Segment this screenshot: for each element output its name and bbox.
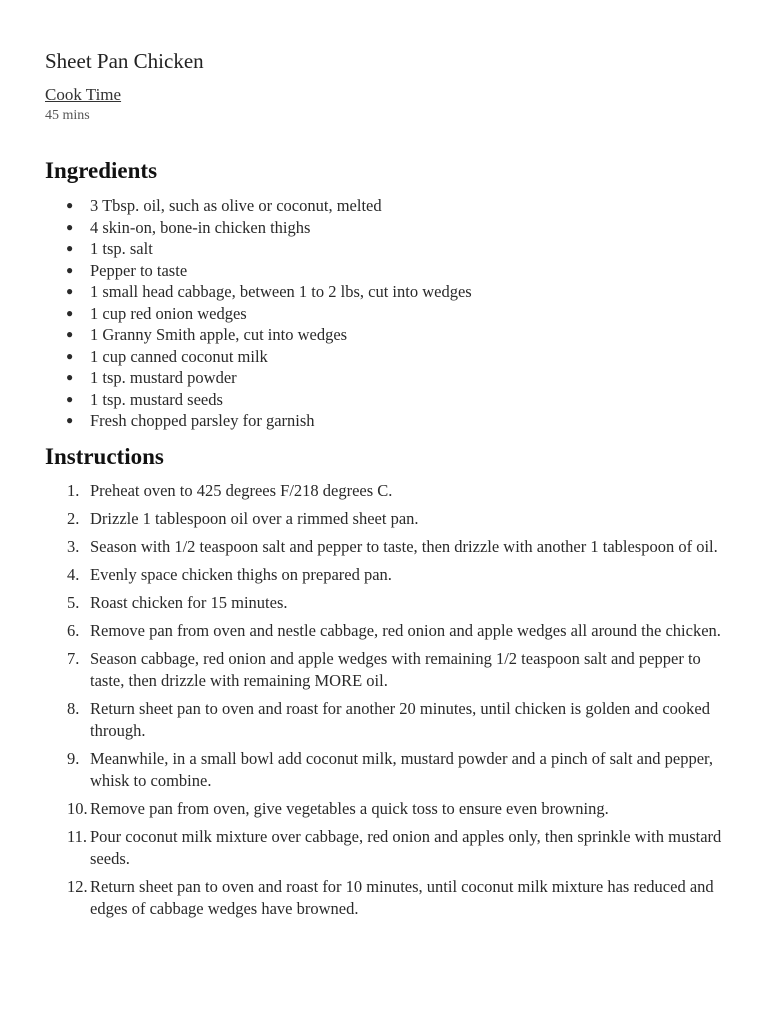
cook-time-link[interactable]: Cook Time [45, 85, 122, 104]
step-text: Evenly space chicken thighs on prepared pan. [90, 564, 392, 584]
ingredient-text: 4 skin-on, bone-in chicken thighs [90, 217, 311, 237]
ingredient-text: 1 tsp. mustard powder [90, 368, 237, 387]
bullet-icon: ● [66, 284, 74, 298]
step-text: Roast chicken for 15 minutes. [90, 592, 288, 612]
instructions-heading: Instructions [45, 443, 164, 469]
bullet-icon: ● [66, 370, 74, 384]
step-text: Meanwhile, in a small bowl add coconut milk, mustard powder and a pinch of salt and pepper, whisk to combine. [90, 748, 713, 790]
step-text: Drizzle 1 tablespoon oil over a rimmed sheet pan. [90, 508, 419, 528]
bullet-icon: ● [66, 198, 74, 212]
step-number: 10. [67, 798, 88, 818]
ingredient-item [45, 389, 728, 411]
ingredient-text: 1 tsp. salt [90, 239, 153, 258]
step-number: 7. [67, 648, 80, 668]
bullet-icon: ● [66, 241, 74, 255]
step-text: Pour coconut milk mixture over cabbage, red onion and apples only, then sprinkle with mustard seeds. [90, 826, 722, 868]
instruction-step [45, 592, 728, 614]
instruction-step [45, 698, 728, 742]
instruction-step [45, 876, 728, 920]
instruction-step [45, 564, 728, 586]
ingredient-text: 1 Granny Smith apple, cut into wedges [90, 325, 348, 344]
bullet-icon: ● [66, 413, 74, 427]
step-text: Preheat oven to 425 degrees F/218 degrees C. [90, 480, 393, 500]
step-text: Remove pan from oven, give vegetables a quick toss to ensure even browning. [90, 798, 609, 818]
ingredient-item [45, 195, 728, 217]
step-number: 2. [67, 508, 80, 528]
step-number: 12. [67, 876, 88, 896]
step-text: Season cabbage, red onion and apple wedges with remaining 1/2 teaspoon salt and pepper to taste, then drizzle with remaining MORE oil. [90, 648, 701, 690]
ingredient-text: 1 tsp. mustard seeds [90, 389, 223, 409]
ingredient-item [45, 410, 728, 432]
bullet-icon: ● [66, 348, 74, 363]
ingredients-heading: Ingredients [45, 158, 158, 183]
ingredient-text: Pepper to taste [90, 260, 188, 280]
instruction-step [45, 536, 728, 558]
ingredient-text: 1 cup red onion wedges [90, 303, 247, 323]
bullet-icon: ● [66, 391, 74, 406]
step-number: 1. [67, 480, 80, 500]
ingredient-item [45, 260, 728, 282]
instruction-step [45, 508, 728, 530]
ingredient-item [45, 367, 728, 389]
instruction-step [45, 748, 728, 792]
ingredient-text: Fresh chopped parsley for garnish [90, 411, 315, 430]
ingredient-item [45, 324, 728, 346]
step-text: Return sheet pan to oven and roast for another 20 minutes, until chicken is golden and cooked through. [90, 698, 710, 740]
ingredient-item [45, 281, 728, 303]
step-text: Return sheet pan to oven and roast for 10 minutes, until coconut milk mixture has reduced and edges of cabbage wedges have browned. [90, 876, 714, 918]
bullet-icon: ● [66, 262, 74, 277]
step-number: 11. [67, 826, 88, 846]
step-text: Remove pan from oven and nestle cabbage, red onion and apple wedges all around the chicken. [90, 620, 721, 640]
step-text: Season with 1/2 teaspoon salt and pepper to taste, then drizzle with another 1 tablespoon of oil. [90, 536, 718, 556]
step-number: 6. [67, 620, 80, 640]
ingredient-item [45, 346, 728, 368]
ingredient-text: 1 small head cabbage, between 1 to 2 lbs, cut into wedges [90, 282, 472, 301]
step-number: 4. [67, 564, 80, 584]
instruction-step [45, 620, 728, 642]
instruction-step [45, 648, 728, 692]
cook-time-value: 45 mins [45, 108, 90, 123]
ingredient-text: 3 Tbsp. oil, such as olive or coconut, melted [90, 196, 382, 215]
ingredient-item [45, 217, 728, 239]
ingredient-text: 1 cup canned coconut milk [90, 346, 268, 366]
instruction-step [45, 826, 728, 870]
instruction-step [45, 480, 728, 502]
step-number: 9. [67, 748, 80, 768]
ingredient-item [45, 303, 728, 325]
instruction-step [45, 798, 728, 820]
bullet-icon: ● [66, 327, 74, 341]
ingredient-item [45, 238, 728, 260]
step-number: 8. [67, 698, 80, 718]
bullet-icon: ● [66, 219, 74, 234]
step-number: 5. [67, 592, 80, 612]
instructions-list [45, 480, 728, 920]
step-number: 3. [67, 536, 80, 556]
bullet-icon: ● [66, 305, 74, 320]
recipe-title: Sheet Pan Chicken [45, 49, 204, 73]
ingredients-list [45, 195, 728, 432]
